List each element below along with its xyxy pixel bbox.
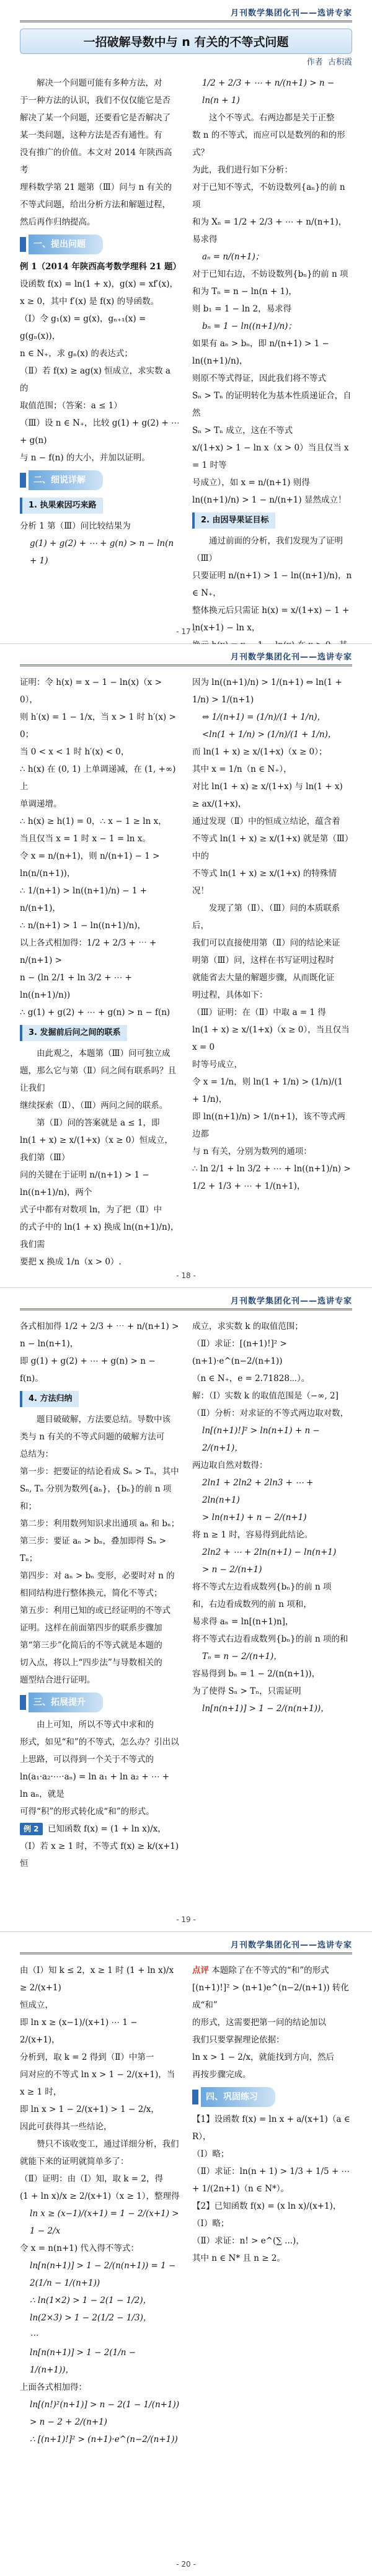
comment-label: 点评 <box>192 1966 209 1975</box>
running-header: 月刊数学集团化刊——选讲专家 <box>20 644 352 666</box>
running-header: 月刊数学集团化刊——选讲专家 <box>20 0 352 22</box>
section-heading-3: 三、拓展提升 <box>20 1694 103 1711</box>
running-header: 月刊数学集团化刊——选讲专家 <box>20 1932 352 1954</box>
left-column: 证明：令 h(x) = x − 1 − ln(x)（x > 0）， 则 h′(x) = 1 − 1/x，当 x > 1 时 h′(x) > 0； 当 0 < x < 1 时 h′(x) < 0， ∴ h(x) 在 (0, 1) 上单调递减，在 (1, +∞) 上 单调递增。 ∴ h(x) ≥ h(1) = 0，∴ x − 1 ≥ ln x， 当且仅当 x = 1 时 x − 1 = ln x。 令 x = n/(n+1)，则 n/(n+1) − 1 > ln(n/(n+1))， ∴ 1/(n+1) > ln((n+1)/n) − 1 + n/(n+1)， ∴ n/(n+1) > 1 − ln((n+1)/n)， 以上各式相加得：1/2 + 2/3 + ⋯ + n/(n+1) > n − (ln 2/1 + ln 3/2 + ⋯ + ln((n+1)/n)) ∴ g(1) + g(2) + ⋯ + g(n) > n − f(n) 3. 发掘前后问之间的联系 由此观之，本题第（Ⅲ）问可独立成 题，那么它与第（Ⅱ）问之间有联系吗？且让我们 继续探索（Ⅱ）、（Ⅲ）两问之间的联系。 第（Ⅱ）问的答案就是 a ≤ 1，即 ln(1 + x) ≥ x/(1+x)（x ≥ 0）恒成立，我们第（Ⅲ） 问的关键在于证明 n/(n+1) > 1 − ln((n+1)/n)，两个 式子中都有对数项 ln，为了把（Ⅱ）中 的式子中的 ln(1 + x) 换成 ln((n+1)/n)，我们需 要把 x 换成 1/n（x > 0）. <box>20 678 179 1267</box>
page-18 <box>0 644 372 1288</box>
analysis-line: 分析 1 第（Ⅲ）问比较结果为 <box>20 521 131 531</box>
right-column: 1/2 + 2/3 + ⋯ + n/(n+1) > n − ln(n + 1) 这个不等式。右两边都是关于正整 数 n 的不等式，而应可以是数列的和的形式？ 为此，我们进行如下分析： 对于已知不等式，不妨设数列{aₙ}的前 n 项 和为 Xₙ = 1/2 + 2/3 + ⋯ + n/(n+1)，易求得 aₙ = n/(n+1)； 对于已知右边，不妨设数列{bₙ}的前 n 项 和为 Tₙ = n − ln(n + 1)， 则 b₁ = 1 − ln 2，易求得 bₙ = 1 − ln((n+1)/n)； 如果有 aₙ > bₙ，即 n/(n+1) > 1 − ln((n+1)/n)， 则原不等式得证，因此我们将不等式 Sₙ > Tₙ 的证明转化为基本性质递证合，自然 Sₙ > Tₙ 成立，这在不等式 x/(1+x) > 1 − ln x（x > 0）当且仅当 x = 1 时等 号成立），如 x = n/(n+1) 则得 ln((n+1)/n) > 1 − n/(n+1) 显然成立！ 2. 由因导果证目标 通过前面的分析，我们发现为了证明（Ⅲ） 只要证明 n/(n+1) > 1 − ln((n+1)/n)，n ∈ N₊， 整体换元后只需证 h(x) = x/(1+x) − 1 + ln(x+1) − ln x， <box>192 78 352 633</box>
running-header: 月刊数学集团化刊——选讲专家 <box>20 1288 352 1310</box>
page-20 <box>0 1932 372 2576</box>
example-1-label: 例 1（2014 年陕西高考数学理科 21 题） <box>20 262 182 272</box>
author-label: 作者 <box>306 58 323 67</box>
page-17 <box>0 0 372 644</box>
example-1-body: 设函数 f(x) = ln(1 + x)，g(x) = xf′(x)， x ≥ 0，其中 f′(x) 是 f(x) 的导函数。 （Ⅰ）令 g₁(x) = g(x)，gₙ₊₁(x) = g(gₙ(x))， n ∈ N₊，求 gₙ(x) 的表达式； （Ⅱ）若 f(x) ≥ ag(x) 恒成立，求实数 a 的 取值范围；（答案：a ≤ 1） （Ⅲ）设 n ∈ N₊，比较 g(1) + g(2) + ⋯ + g(n) 与 n − f(n) 的大小，并加以证明。 <box>20 279 180 463</box>
right-column: 因为 ln((n+1)/n) > 1/(n+1) ⇔ ln(1 + 1/n) > 1/(n+1) ⇔ 1/(n+1) = (1/n)/(1 + 1/n)， <ln(1 + 1/n) > (1/n)/(1 + 1/n)， 而 ln(1 + x) ≥ x/(1+x)（x ≥ 0）； 其中 x = 1/n（n ∈ N₊）， 对比 ln(1 + x) ≥ x/(1+x) 与 ln(1 + x) ≥ ax/(1+x)， 通过发现（Ⅱ）中的恒成立结论，蕴含着 不等式 ln(1 + x) ≥ x/(1+x) 就是第（Ⅲ）中的 不等式 ln(1 + x) ≥ x/(1+x) 的特殊情况！ 发现了第（Ⅱ）、（Ⅲ）问的本质联系后， 我们可以直接使用第（Ⅱ）问的结论来证 明第（Ⅲ）问，这样在书写证明过程时 就能省去大量的解题步骤，从而既化证 明过程，具体如下： （Ⅲ）证明：在（Ⅱ）中取 a = 1 得 ln(1 + x) ≥ x/(1+x)（x ≥ 0），当且仅当 x = 0 时等号成立， 令 x = 1/n，则 ln(1 + 1/n) > (1/n)/(1 + 1/n)， 即 ln((n+1)/n) > 1/(n+1)，该不等式两边都 与 n 有关，分别为数列的通项： ∴ ln 2/1 + ln 3/2 + ⋯ + ln((n+1)/n) > 1/2 + 1/3 + ⋯ + 1/(n+1)， <box>192 678 351 1191</box>
byline <box>20 55 352 67</box>
page-number: - 19 - <box>176 1915 196 1924</box>
subheading-2: 2. 由因导果证目标 <box>192 512 275 529</box>
section-heading-2: 二、细说详解 <box>20 472 103 489</box>
left-column <box>20 74 180 671</box>
comment-block: 点评 本题除了在不等式的“和”的形式 [(n+1)!]² > (n+1)e^(n−2/(n+1)) 转化成“和” 的形式，这需要把第一问的结论加以 我们只要掌握理论依据： ln x > 1 − 2/x，就能找到方向，然后 再按步骤完成。 <box>192 1966 349 2080</box>
page-19 <box>0 1288 372 1932</box>
intro-paragraph: 解决一个问题可能有多种方法，对 于一种方法的认识，我们不仅仅能它是否 解决了某一个问题，还要看它是否解决了 某一类问题，这种方法是否有通性。有 没有推广的价值。本文对 2014 年陕西高考 理科数学第 21 题第（Ⅲ）问与 n 有关的 不等式问题，给出分析方法和解题过程， 然后再作归纳提高。 <box>20 78 172 227</box>
article-title: 一招破解导数中与 n 有关的不等式问题 <box>20 29 352 54</box>
left-column: 由（Ⅰ）知 k ≤ 2，x ≥ 1 时 (1 + ln x)/x ≥ 2/(x+1) 恒成立， 即 ln x ≥ (x−1)/(x+1) ⋯ 1 − 2/(x+1)， 分析到，取 k = 2 得到（Ⅱ）中第一 问对应的不等式 ln x > 1 − 2/(x+1)，当 x ≥ 1 时， 即 ln x > 1 − 2/(x+1) > 1 − 2/x， 因此可获得其一些结论， 赞只不该收变工，通过详细分析，我们 就能下来的证明就简单多了： （Ⅱ）证明：由（Ⅰ）知，取 k = 2，得 (1 + ln x)/x ≥ 2/(x+1)（x ≥ 1），整理得 ln x ≥ (x−1)/(x+1) = 1 − 2/(x+1) > 1 − 2/x 令 x = n(n+1) 代入得不等式： ln[n(n+1)] > 1 − 2/(n(n+1)) = 1 − 2(1/n − 1/(n+1)) ∴ ln(1×2) > 1 − 2(1 − 1/2)， ln(2×3) > 1 − 2(1/2 − 1/3)， ⋯ ln[n(n+1)] > 1 − 2(1/n − 1/(n+1))， 上面各式相加得： ln[(n!)²(n+1)] > n − 2(1 − 1/(n+1)) > n − 2 + 2/(n+1) ∴ [(n+1)!]² > (n+1)·e^(n−2/(n+1)) <box>20 1966 180 2444</box>
section-heading-1: 一、提出问题 <box>20 236 103 253</box>
page-number: - 18 - <box>176 1271 196 1280</box>
subheading-3: 3. 发掘前后问之间的联系 <box>20 1025 127 1041</box>
subheading-1: 1. 执果索因巧来路 <box>20 498 103 514</box>
author-name: 古积霞 <box>327 58 352 67</box>
analysis-formula: g(1) + g(2) + ⋯ + g(n) > n − ln(n + 1) <box>30 539 174 566</box>
left-column: 各式相加得 1/2 + 2/3 + ⋯ + n/(n+1) > n − ln(n+1)， 即 g(1) + g(2) + ⋯ + g(n) > n − f(n)。 4. 方法归纳 题目破破解，方法要总结。导数中该 类与 n 有关的不等式问题的破解方法可 总结为： 第一步：把要证的结论看成 Sₙ > Tₙ，其中 Sₙ, Tₙ 分别为数列{aₙ}，{bₙ}的前 n 项和； 第二步：利用数列知识求出通项 aₙ 和 bₙ； 第三步：要证 aₙ > bₙ，叠加即得 Sₙ > Tₙ； 第四步：对 aₙ > bₙ 变形，必要时对 n 的 相同结构进行整体换元，简化不等式； 第五步：利用已知的或已经证明的不等式 证明。这样在前面第四步的联系步骤加 第“第三步”化简后的不等式就是本题的 切入点，将以上“四步法”与导数相关的 题型结合进行证明。 三、拓展提升 由上可知，所以不等式中求和的 形式，如见“和”的不等式，怎么办？引出以 上思路，可以得到一个关于不等式的 ln(a₁·a₂·⋯·aₙ) = ln a₁ + ln a₂ + ⋯ + ln aₙ，就是 可得“积”的形式转化成“和”的形式。 例 2 已知函数 f(x) = (1 + ln x)/x， （Ⅰ）若 x ≥ 1 时，不等式 f(x) ≥ k/(x+1) 恒 <box>20 1318 180 1872</box>
right-column: 点评 本题除了在不等式的“和”的形式 [(n+1)!]² > (n+1)e^(n−2/(n+1)) 转化成“和” 的形式，这需要把第一问的结论加以 我们只要掌握理论依据： ln x > 1 − 2/x，就能找到方向，然后 再按步骤完成。 四、巩固练习 【1】设函数 f(x) = ln x + a/(x+1)（a ∈ R）， （Ⅰ）略； （Ⅱ）求证：ln(n + 1) > 1/3 + 1/5 + ⋯ + 1/(2n+1)（n ∈ N*）。 【2】已知函数 f(x) = (x ln x)/(x+1)， （Ⅰ）略； （Ⅱ）求证：n! > e^(∑ ...)， 其中 n ∈ N* 且 n ≥ 2。 <box>192 1962 352 2448</box>
right-column: 成立，求实数 k 的取值范围； （Ⅱ）求证：[(n+1)!]² > (n+1)·e^(n−2/(n+1)) （n ∈ N₊，e = 2.71828⋯）。 解：（Ⅰ）实数 k 的取值范围是（−∞, 2] （Ⅱ）分析：对求证的不等式两边取对数， ln[(n+1)!]² > ln(n+1) + n − 2/(n+1)， 两边取自然对数得： 2ln1 + 2ln2 + 2ln3 + ⋯ + 2ln(n+1) > ln(n+1) + n − 2/(n+1) 将 n ≥ 1 时，容易得到此结论。 2ln2 + ⋯ + 2ln(n+1) − ln(n+1) > n − 2/(n+1) 将不等式左边看成数列{bₙ}的前 n 项 和，右边看成数列的前 n 项和， 易求得 aₙ = ln[(n+1)n]， 将不等式右边看成数列{bₙ}的前 n 项的和 Tₙ = n − 2/(n+1)， 容易得到 bₙ = 1 − 2/(n(n+1))， 为了使得 Sₙ > Tₙ，只需证明 ln[n(n+1)] > 1 − 2/(n(n+1))， <box>192 1322 349 1714</box>
section-heading-4: 四、巩固练习 <box>192 2088 275 2106</box>
page-number: - 20 - <box>176 2560 196 2569</box>
subheading-4: 4. 方法归纳 <box>20 1391 79 1407</box>
example-2: 例 2 已知函数 f(x) = (1 + ln x)/x， （Ⅰ）若 x ≥ 1 时，不等式 f(x) ≥ k/(x+1) 恒 <box>20 1824 179 1869</box>
page-number: - 17 - <box>176 627 196 636</box>
example-2-label: 例 2 <box>20 1823 43 1835</box>
